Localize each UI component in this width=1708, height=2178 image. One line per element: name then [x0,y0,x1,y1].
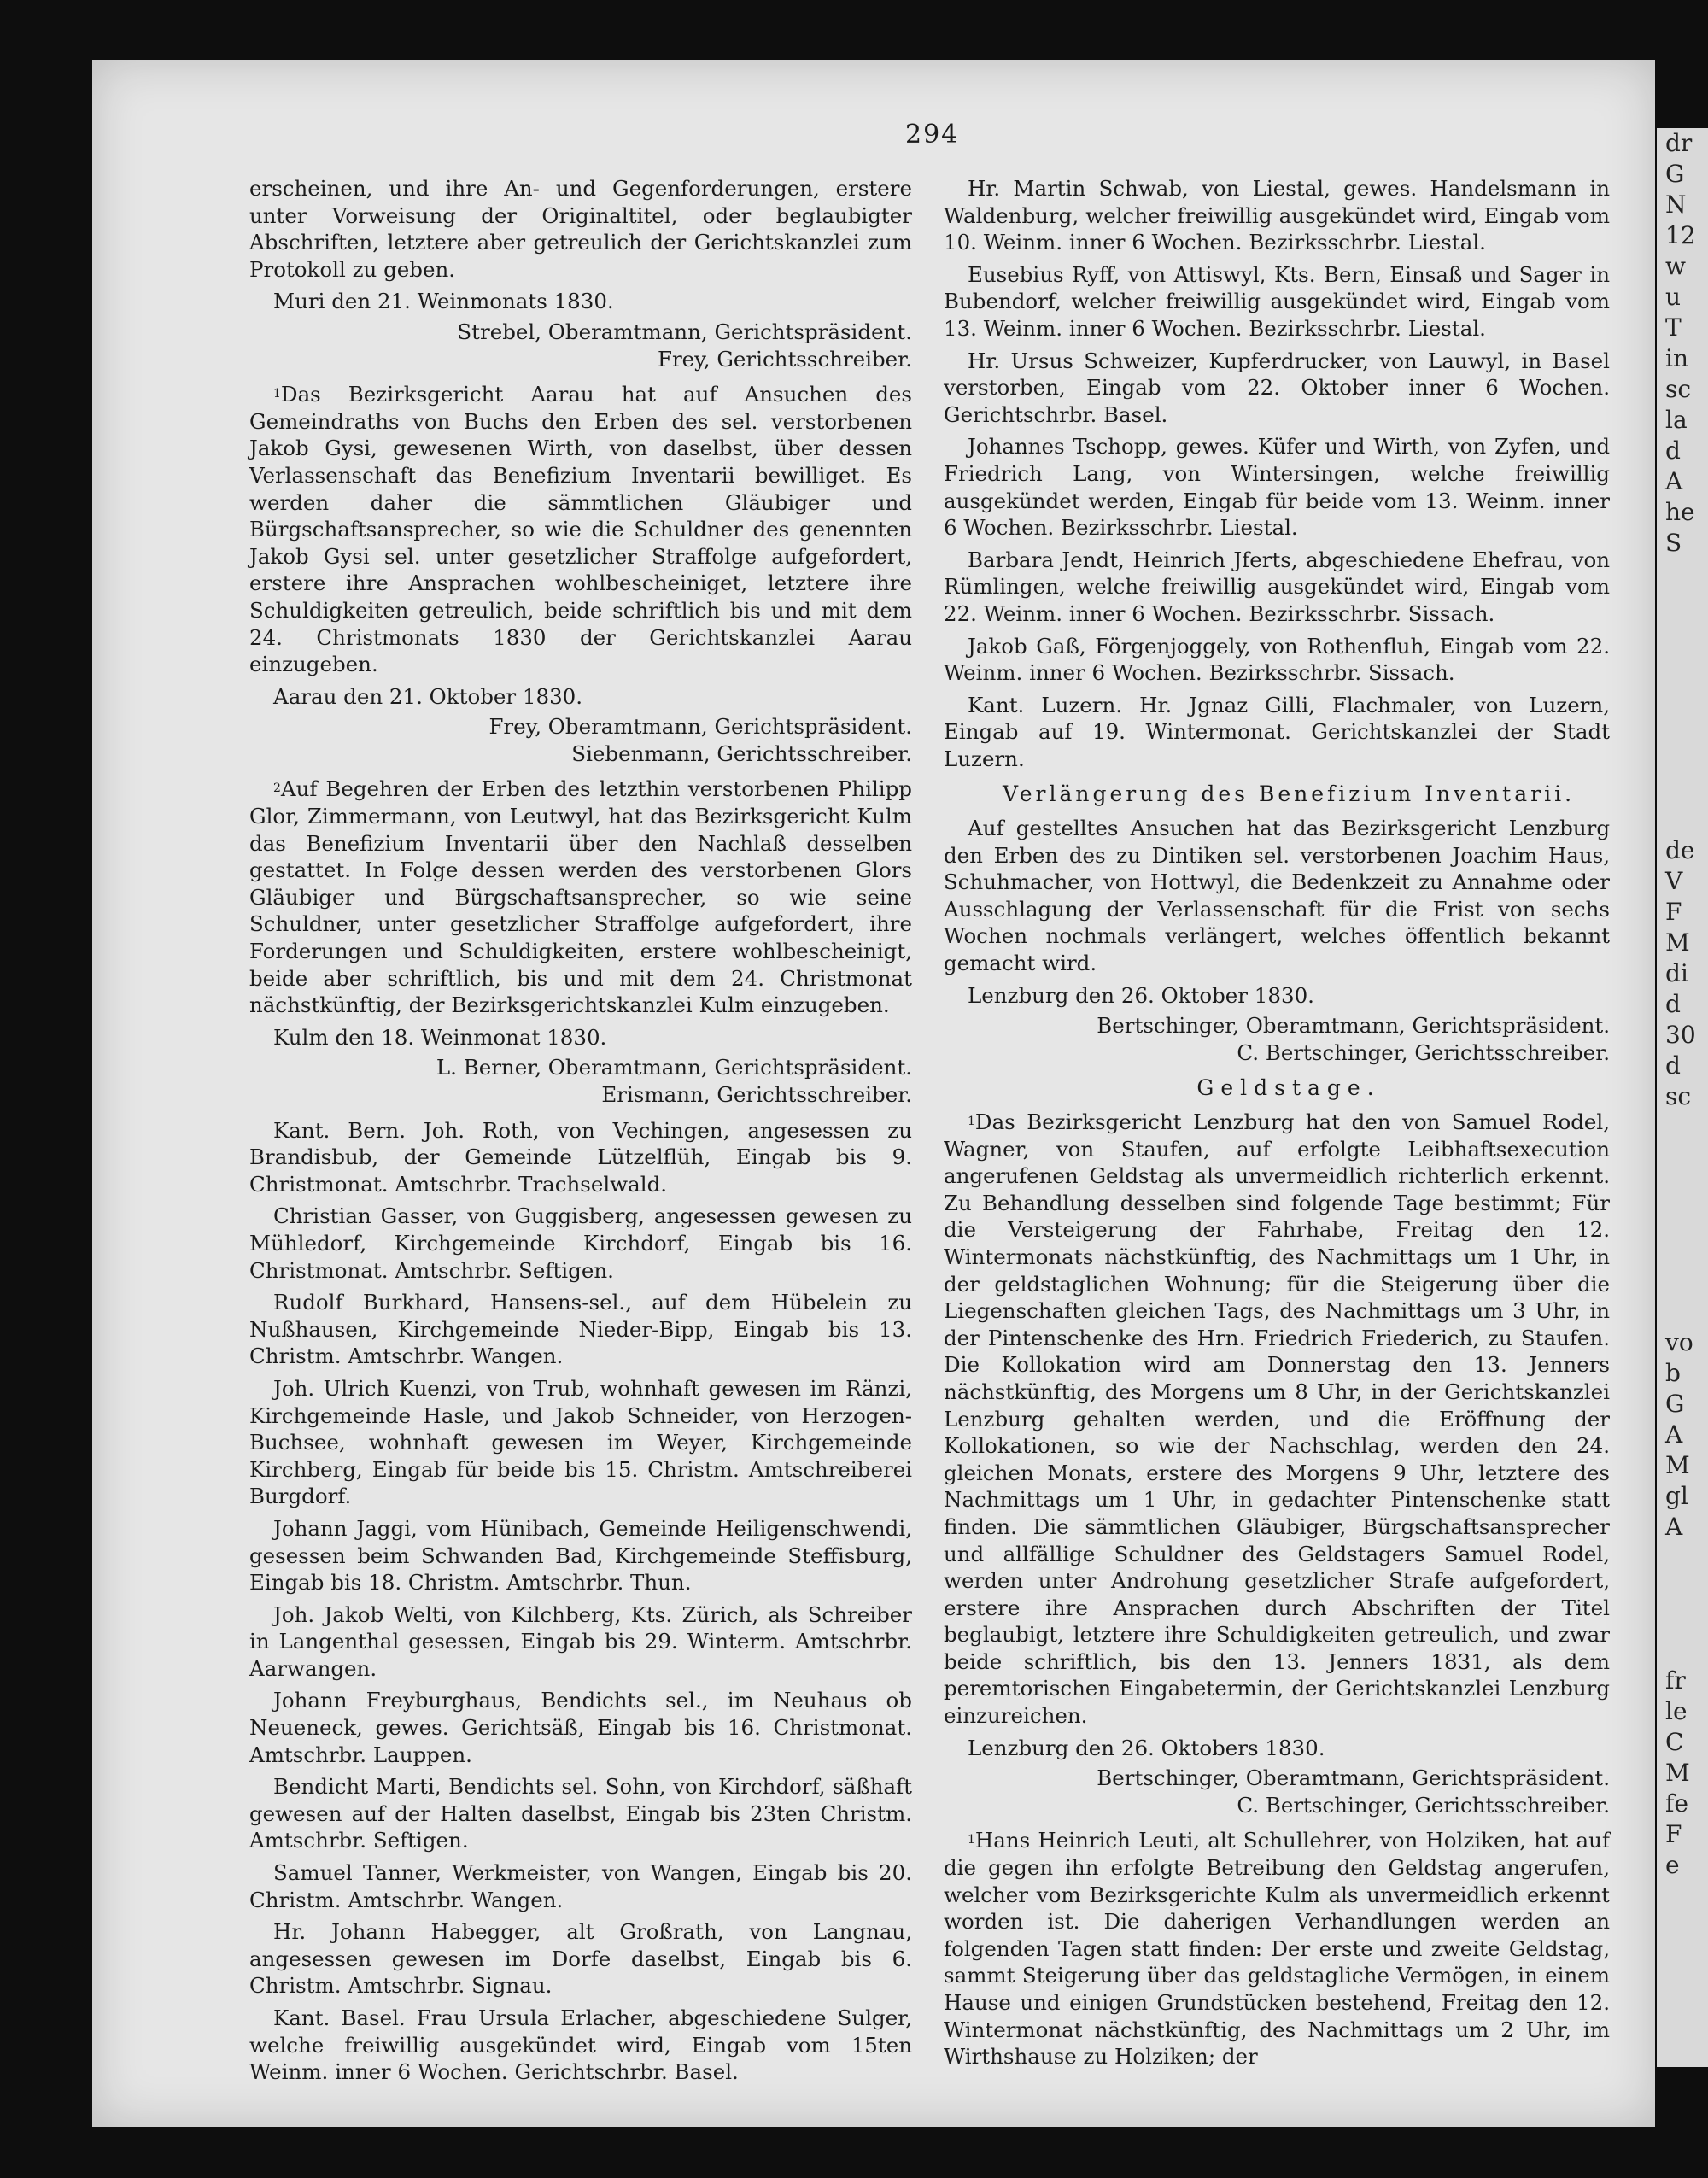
adjacent-page-fragment [1657,1143,1708,1174]
signature: C. Bertschinger, Gerichtsschreiber. [1237,1792,1610,1818]
right-column [944,175,1610,2076]
list-item: Bendicht Marti, Bendichts sel. Sohn, von Kirchdorf, säßhaft gewesen auf der Halten daselbst, Eingab bis 23ten Christm. Amtschrbr. Seftigen. [249,1774,912,1853]
list-item: Hr. Martin Schwab, von Liestal, gewes. Handelsmann in Waldenburg, welcher freiwillig ausgekündet wird, Eingab vom 10. Weinm. inner 6 Wochen. Bezirksschrbr. Liestal. [944,176,1610,255]
adjacent-page-fragment: di [1665,959,1688,987]
list-item: Johann Jaggi, vom Hünibach, Gemeinde Heiligenschwendi, gesessen beim Schwanden Bad, Kirchgemeinde Steffisburg, Eingab bis 18. Christm. Amtschrbr. Thun. [249,1515,912,1595]
adjacent-page-fragment: in [1665,344,1688,372]
adjacent-page-fragment [1657,1235,1708,1266]
notice-geldstag-leuti [944,1827,1610,2070]
adjacent-page-fragment: b [1665,1359,1681,1387]
list-item: Hr. Ursus Schweizer, Kupferdrucker, von Lauwyl, in Basel verstorben, Eingab vom 22. Oktober inner 6 Wochen. Gerichtschrbr. Basel. [944,348,1610,427]
list-item: Kant. Basel. Frau Ursula Erlacher, abgeschiedene Sulger, welche freiwillig ausgekündet wird, Eingab vom 15ten Weinm. inner 6 Wochen. Gerichtschrbr. Basel. [249,2005,912,2085]
adjacent-page-fragment [1657,1204,1708,1235]
list-item: Kant. Bern. Joh. Roth, von Vechingen, angesessen zu Brandisbub, der Gemeinde Lützelflüh, Eingab bis 9. Christmonat. Amtschrbr. Trachselwald. [249,1117,912,1197]
signature: L. Berner, Oberamtmann, Gerichtspräsident. [436,1055,912,1080]
notice-date: Lenzburg den 26. Oktober 1830. [968,982,1314,1008]
adjacent-page-fragment [1657,682,1708,712]
adjacent-page-edge [1657,128,1708,2067]
adjacent-page-fragment: w [1665,252,1686,280]
footnote-marker: 1 [968,1833,975,1847]
adjacent-page-fragment [1657,620,1708,651]
left-column [249,175,912,2091]
list-item: Rudolf Burkhard, Hansens-sel., auf dem Hübelein zu Nußhausen, Kirchgemeinde Nieder-Bipp, Eingab bis 13. Christm. Amtschrbr. Wangen. [249,1290,912,1369]
adjacent-page-fragment [1657,1635,1708,1666]
adjacent-page-fragment: sc [1665,375,1692,403]
adjacent-page-fragment: 12 [1665,221,1696,249]
notice-kulm [249,776,912,1018]
signature: Frey, Gerichtsschreiber. [657,346,912,372]
adjacent-page-fragment: 30 [1665,1021,1696,1049]
adjacent-page-fragment: G [1665,160,1685,188]
adjacent-page-fragment: A [1665,1513,1683,1541]
adjacent-page-fragment: sc [1665,1082,1692,1110]
list-item: Jakob Gaß, Förgenjoggely, von Rothenfluh, Eingab vom 22. Weinm. inner 6 Wochen. Bezirksschrbr. Sissach. [944,633,1610,686]
adjacent-page-fragment: M [1665,1759,1690,1787]
list-item: Barbara Jendt, Heinrich Jferts, abgeschiedene Ehefrau, von Rümlingen, welche freiwillig ausgekündet wird, Eingab vom 22. Weinm. inner 6 Wochen. Bezirksschrbr. Sissach. [944,547,1610,626]
adjacent-page-fragment: F [1665,1820,1682,1848]
list-item: Joh. Jakob Welti, von Kilchberg, Kts. Zürich, als Schreiber in Langenthal gesessen, Eingab bis 29. Winterm. Amtschrbr. Aarwangen. [249,1601,912,1681]
notice-geldstag-rodel [944,1109,1610,1730]
adjacent-page-fragment: M [1665,928,1690,957]
adjacent-page-fragment: d [1665,990,1681,1018]
notice-text: Auf Begehren der Erben des letzthin verstorbenen Philipp Glor, Zimmermann, von Leutwyl, hat das Bezirksgericht Kulm das Benefizium Inventarii über den Nachlaß desselben gestattet. In Folge dessen werden des verstorbenen Glors Gläubiger und Bürgschaftsansprecher, so wie seine Schuldner, unter gesetzlicher Straffolge aufgefordert, ihre Forderungen und Schuldigkeiten, erstere wohlbescheinigt, beide aber schriftlich, bis und mit dem 24. Christmonat nächstkünftig, der Bezirksgerichtskanzlei Kulm einzugeben. [249,776,912,1018]
notice-text: Das Bezirksgericht Aarau hat auf Ansuchen des Gemeindraths von Buchs den Erben des sel. verstorbenen Jakob Gysi, gewesenen Wirth, von daselbst, über dessen Verlassenschaft das Benefizium Inventarii bewilliget. Es werden daher die sämmtlichen Gläubiger und Bürgschaftsansprecher, so wie die Schuldner des genennten Jakob Gysi sel. unter gesetzlicher Straffolge aufgefordert, erstere ihre Ansprachen wohlbescheiniget, letztere ihre Schuldigkeiten getreulich, beide schriftlich bis und mit dem 24. Christmonats 1830 der Gerichtskanzlei Aarau einzugeben. [249,382,912,677]
signature: Strebel, Oberamtmann, Gerichtspräsident. [457,319,912,344]
adjacent-page-fragment [1657,651,1708,682]
adjacent-page-fragment: F [1665,898,1682,926]
adjacent-page-fragment: A [1665,467,1683,495]
adjacent-page-fragment [1657,743,1708,774]
adjacent-page-fragment: dr [1665,129,1693,157]
adjacent-page-fragment [1657,1112,1708,1143]
list-item: Johann Freyburghaus, Bendichts sel., im Neuhaus ob Neueneck, gewes. Gerichtsäß, Eingab bis 16. Christmonat. Amtschrbr. Lauppen. [249,1688,912,1767]
footnote-marker: 1 [273,387,281,401]
notice-date: Lenzburg den 26. Oktobers 1830. [968,1735,1325,1760]
notice-lenzburg: Auf gestelltes Ansuchen hat das Bezirksgericht Lenzburg den Erben des zu Dintiken sel. verstorbenen Joachim Haus, Schuhmacher, von Hottwyl, die Bedenkzeit zu Annahme oder Ausschlagung der Verlassenschaft für die Frist von sechs Wochen nochmals verlängert, welches öffentlich bekannt gemacht wird. [944,816,1610,976]
adjacent-page-fragment: he [1665,498,1695,526]
adjacent-page-fragment [1657,712,1708,743]
adjacent-page-fragment: N [1665,190,1687,219]
section-heading: Geldstage. [1196,1075,1381,1101]
signature: Bertschinger, Oberamtmann, Gerichtspräsident. [1097,1013,1610,1039]
list-item: Joh. Ulrich Kuenzi, von Trub, wohnhaft gewesen im Ränzi, Kirchgemeinde Hasle, und Jakob Schneider, von Herzogen-Buchsee, wohnhaft gewesen im Weyer, Kirchgemeinde Kirchberg, Eingab für beide bis 15. Christm. Amtschreiberei Burgdorf. [249,1375,912,1509]
signature: Bertschinger, Oberamtmann, Gerichtspräsident. [1097,1765,1610,1791]
notice-aarau [249,381,912,678]
adjacent-page-fragment [1657,1297,1708,1327]
adjacent-page-fragment: A [1665,1420,1683,1449]
continuation-paragraph: erscheinen, und ihre An- und Gegenforderungen, erstere unter Vorweisung der Originaltitel, oder beglaubigter Abschriften, letztere aber getreulich der Gerichtskanzlei zum Protokoll zu geben. [249,176,912,282]
list-item: Johannes Tschopp, gewes. Küfer und Wirth, von Zyfen, und Friedrich Lang, von Wintersingen, welche freiwillig ausgekündet werden, Eingab für beide vom 13. Weinm. inner 6 Wochen. Bezirksschrbr. Liestal. [944,434,1610,541]
adjacent-page-fragment: S [1665,529,1682,557]
signature: Erismann, Gerichtsschreiber. [601,1082,912,1107]
list-item: Christian Gasser, von Guggisberg, angesessen gewesen zu Mühledorf, Kirchgemeinde Kirchdorf, Eingab bis 16. Christmonat. Amtschrbr. Seftigen. [249,1203,912,1283]
adjacent-page-fragment [1657,774,1708,805]
adjacent-page-text [1657,128,1708,1881]
adjacent-page-fragment: d [1665,1051,1681,1080]
notice-date: Muri den 21. Weinmonats 1830. [273,289,614,314]
notice-date: Kulm den 18. Weinmonat 1830. [273,1024,607,1050]
notice-text: Hans Heinrich Leuti, alt Schullehrer, von Holziken, hat auf die gegen ihn erfolgte Betreibung den Geldstag angerufen, welcher vom Bezirksgerichte Kulm als unvermeidlich erkennt worden ist. Die daherigen Verhandlungen werden an folgenden Tagen statt finden: Der erste und zweite Geldstag, sammt Steigerung über das geldstagliche Vermögen, in einem Hause und einigen Grundstücken bestehend, Freitag den 12. Wintermonat nächstkünftig, des Nachmittags um 2 Uhr, im Wirthshause zu Holziken; der [944,1828,1610,2070]
adjacent-page-fragment: la [1665,406,1688,434]
adjacent-page-fragment: u [1665,283,1682,311]
adjacent-page-fragment [1657,589,1708,620]
adjacent-page-fragment [1657,1174,1708,1204]
notice-date: Aarau den 21. Oktober 1830. [273,683,583,709]
adjacent-page-fragment: fe [1665,1789,1688,1818]
adjacent-page-fragment [1657,1543,1708,1573]
adjacent-page-fragment: le [1665,1697,1688,1725]
adjacent-page-fragment: fr [1665,1666,1686,1695]
adjacent-page-fragment [1657,1604,1708,1635]
adjacent-page-fragment: T [1665,313,1682,342]
footnote-marker: 1 [968,1115,975,1128]
signature: Frey, Oberamtmann, Gerichtspräsident. [488,714,912,740]
section-heading: Verlängerung des Benefizium Inventarii. [1002,782,1576,807]
list-item: Samuel Tanner, Werkmeister, von Wangen, Eingab bis 20. Christm. Amtschrbr. Wangen. [249,1860,912,1912]
adjacent-page-fragment: e [1665,1851,1680,1879]
adjacent-page-fragment: C [1665,1728,1684,1756]
signature: C. Bertschinger, Gerichtsschreiber. [1237,1039,1610,1065]
adjacent-page-fragment: de [1665,836,1695,864]
adjacent-page-fragment: V [1665,867,1683,895]
adjacent-page-fragment: G [1665,1390,1685,1418]
adjacent-page-fragment: d [1665,436,1681,465]
adjacent-page-fragment [1657,559,1708,589]
list-item: Eusebius Ryff, von Attiswyl, Kts. Bern, Einsaß und Sager in Bubendorf, welcher freiwillig ausgekündet wird, Eingab vom 13. Weinm. inner 6 Wochen. Bezirksschrbr. Liestal. [944,261,1610,341]
footnote-marker: 2 [273,782,281,796]
signature: Siebenmann, Gerichtsschreiber. [571,741,912,766]
list-item: Kant. Luzern. Hr. Jgnaz Gilli, Flachmaler, von Luzern, Eingab auf 19. Wintermonat. Gerichtskanzlei der Stadt Luzern. [944,692,1610,771]
adjacent-page-fragment: M [1665,1451,1690,1479]
adjacent-page-fragment: vo [1665,1328,1693,1356]
adjacent-page-fragment: gl [1665,1482,1688,1510]
list-item: Hr. Johann Habegger, alt Großrath, von Langnau, angesessen gewesen im Dorfe daselbst, Eingab bis 6. Christm. Amtschrbr. Signau. [249,1919,912,1999]
notice-text: Das Bezirksgericht Lenzburg hat den von Samuel Rodel, Wagner, von Staufen, auf erfolgte Leibhaftsexecution angerufenen Geldstag als unvermeidlich richterlich erkennt. Zu Behandlung desselben sind folgende Tage bestimmt; Für die Versteigerung der Fahrhabe, Freitag den 12. Wintermonats nächstkünftig, des Nachmittags um 1 Uhr, in der geldstaglichen Wohnung; für die Steigerung über die Liegenschaften gleichen Tags, des Nachmittags um 3 Uhr, in der Pintenschenke des Hrn. Friedrich Friederich, zu Staufen. Die Kollokation wird am Donnerstag den 13. Jenners nächstkünftig, des Morgens um 8 Uhr, in der Gerichtskanzlei Lenzburg gehalten werden, und die Eröffnung der Kollokationen, so wie der Nachschlag, werden den 24. gleichen Monats, erstere des Morgens 9 Uhr, letztere des Nachmittags um 1 Uhr, in gedachter Pintenschenke statt finden. Die sämmtlichen Gläubiger, Bürgschaftsansprecher und allfällige Schuldner des Geldstagers Samuel Rodel, werden unter Androhung gesetzlicher Strafe aufgefordert, erstere ihre Ansprachen durch Abschriften der Titel beglaubigt, letztere ihre Schuldigkeiten getreulich, und zwar beide schriftlich, bis den 13. Jenners 1831, als dem peremtorischen Eingabetermin, der Gerichtskanzlei Lenzburg einzureichen. [944,1109,1610,1729]
page-number: 294 [905,120,960,149]
adjacent-page-fragment [1657,1266,1708,1297]
adjacent-page-fragment [1657,805,1708,835]
adjacent-page-fragment [1657,1573,1708,1604]
